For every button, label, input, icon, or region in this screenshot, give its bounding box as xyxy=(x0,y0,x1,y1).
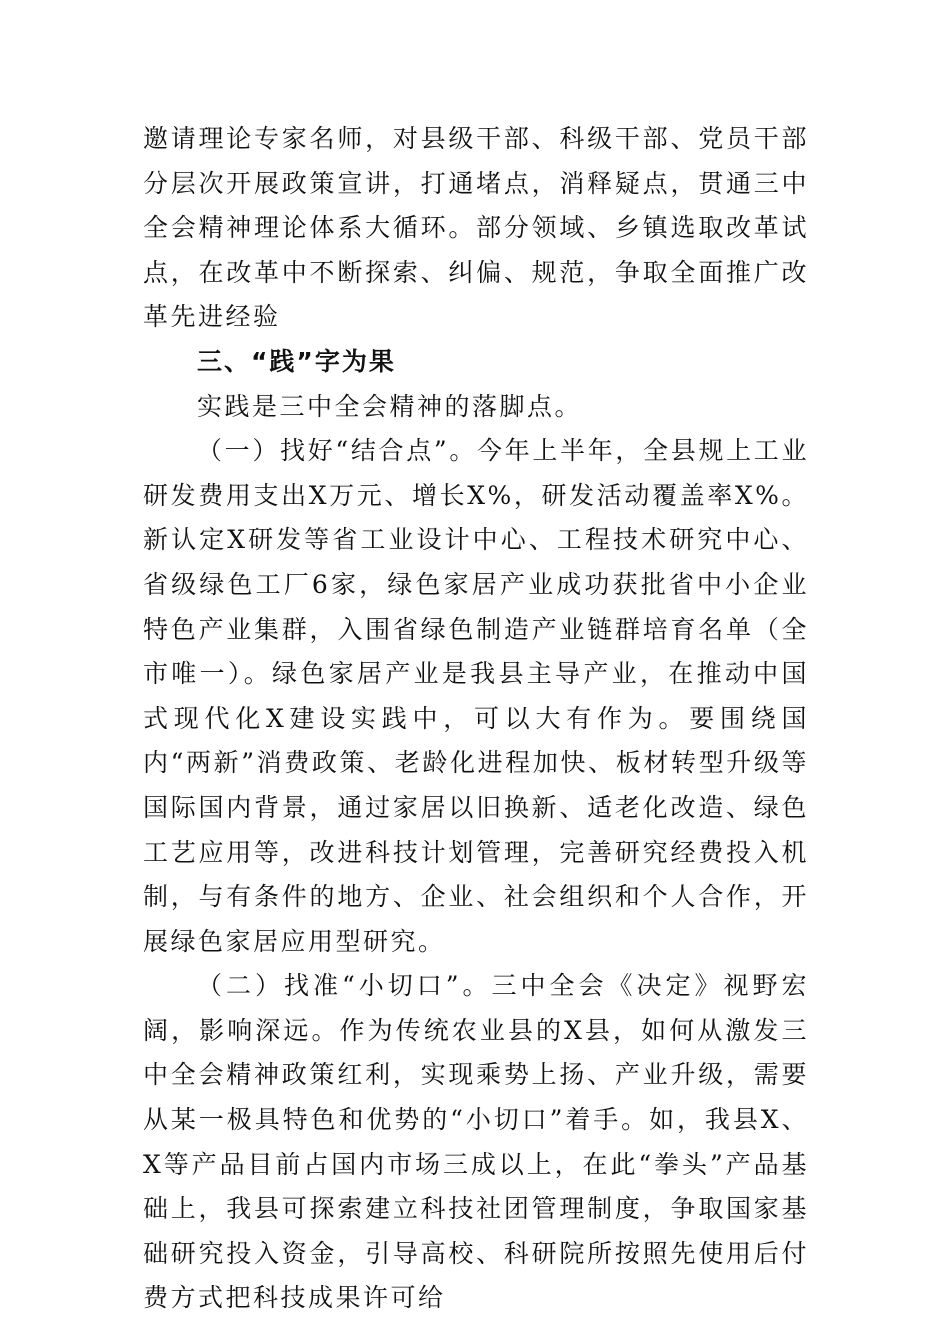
body-paragraph-1: （一）找好“结合点”。今年上半年，全县规上工业研发费用支出X万元、增长X%，研发活动覆盖率X%。新认定X研发等省工业设计中心、工程技术研究中心、省级绿色工厂6家，绿色家居产业成功获批省中小企业特色产业集群，入围省绿色制造产业链群培育名单（全市唯一）。绿色家居产业是我县主导产业，在推动中国式现代化X建设实践中，可以大有作为。要围绕国内“两新”消费政策、老龄化进程加快、板材转型升级等国际国内背景，通过家居以旧换新、适老化改造、绿色工艺应用等，改进科技计划管理，完善研究经费投入机制，与有条件的地方、企业、社会组织和个人合作，开展绿色家居应用型研究。 xyxy=(143,436,809,956)
document-body xyxy=(143,117,809,1321)
intro-paragraph: 实践是三中全会精神的落脚点。 xyxy=(197,391,583,421)
body-paragraph-2: （二）找准“小切口”。三中全会《决定》视野宏阔，影响深远。作为传统农业县的X县，如何从激发三中全会精神政策红利，实现乘势上扬、产业升级，需要从某一极具特色和优势的“小切口”着手。如，我县X、X等产品目前占国内市场三成以上，在此“拳头”产品基础上，我县可探索建立科技社团管理制度，争取国家基础研究投入资金，引导高校、科研院所按照先使用后付费方式把科技成果许可给 xyxy=(143,971,809,1313)
section-heading: 三、“践”字为果 xyxy=(197,346,396,376)
continuation-paragraph: 邀请理论专家名师，对县级干部、科级干部、党员干部分层次开展政策宣讲，打通堵点，消释疑点，贯通三中全会精神理论体系大循环。部分领域、乡镇选取改革试点，在改革中不断探索、纠偏、规范，争取全面推广改革先进经验 xyxy=(143,124,809,332)
